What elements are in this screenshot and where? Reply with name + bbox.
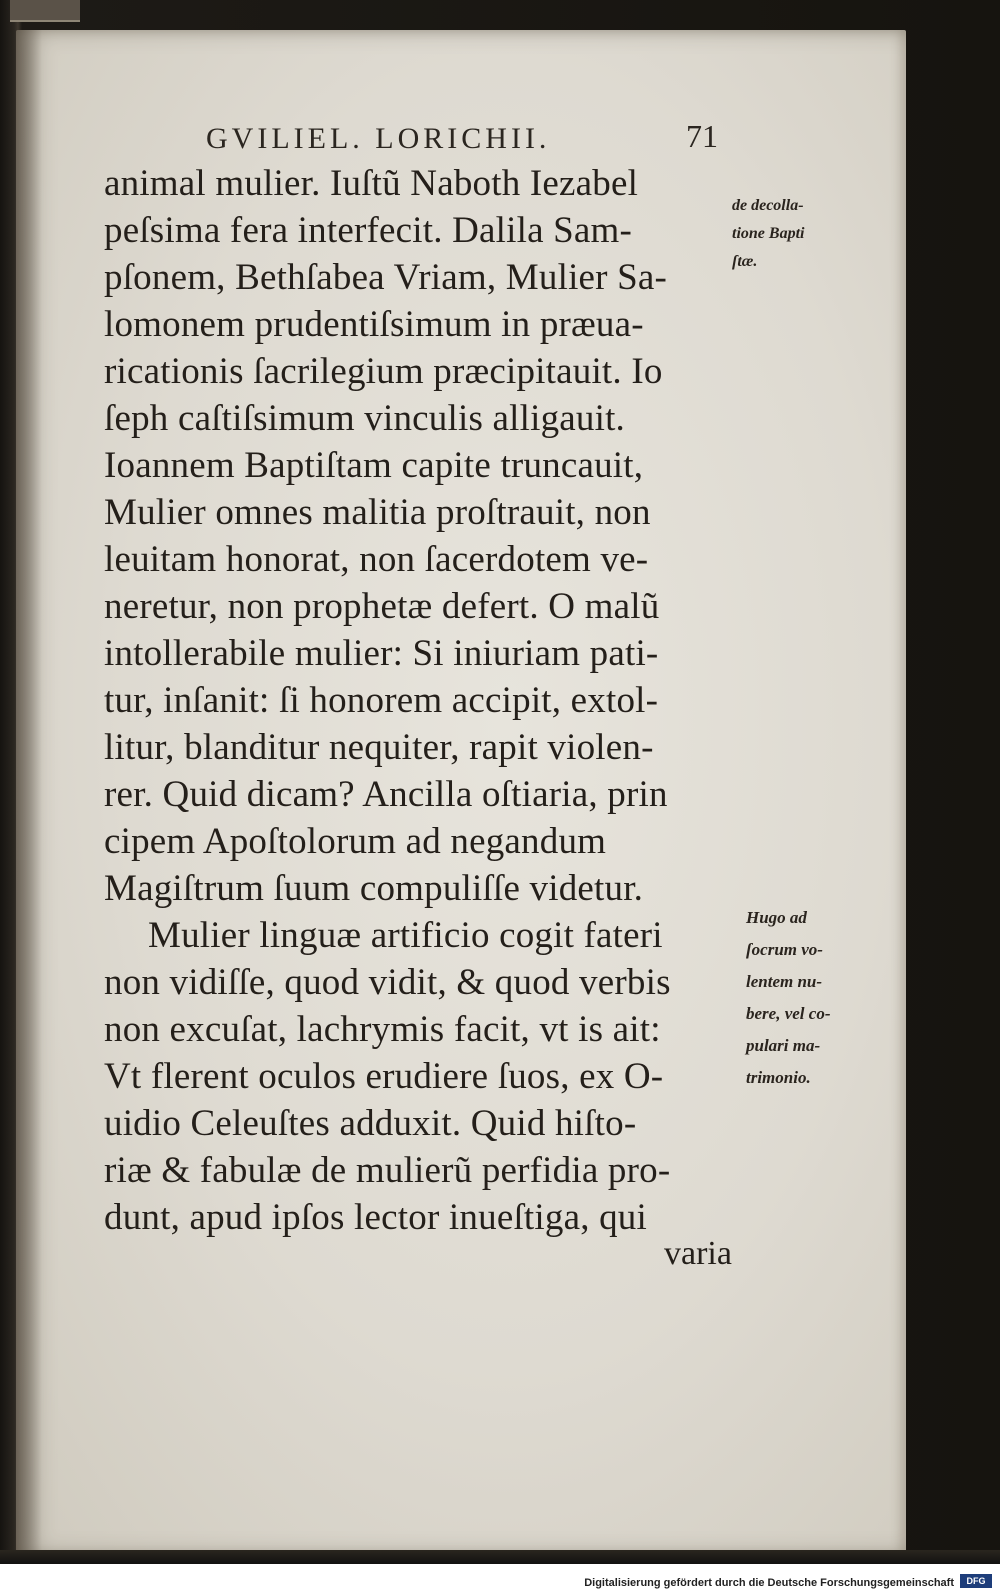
margin-note-line: tione Bapti bbox=[732, 225, 805, 242]
text-line: ſeph caſtiſsimum vinculis alligauit. bbox=[104, 398, 626, 439]
dfg-logo-icon: DFG bbox=[960, 1574, 992, 1588]
margin-note-line: ſtæ. bbox=[732, 253, 758, 270]
text-line: Vt flerent oculos erudiere ſuos, ex O- bbox=[104, 1056, 664, 1097]
text-line: intollerabile mulier: Si iniuriam pati- bbox=[104, 633, 659, 674]
text-line: peſsima fera interfecit. Dalila Sam- bbox=[104, 210, 633, 251]
text-line: lomonem prudentiſsimum in præua- bbox=[104, 304, 644, 345]
margin-note-line: lentem nu- bbox=[746, 972, 823, 991]
text-line: non vidiſſe, quod vidit, & quod verbis bbox=[104, 962, 671, 1003]
text-line: neretur, non prophetæ defert. O malũ bbox=[104, 586, 660, 627]
text-line: pſonem, Bethſabea Vriam, Mulier Sa- bbox=[104, 257, 668, 298]
text-line: dunt, apud ipſos lector inueſtiga, qui bbox=[104, 1197, 647, 1238]
text-line: riæ & fabulæ de mulierũ perfidia pro- bbox=[104, 1150, 671, 1191]
margin-note-line: trimonio. bbox=[746, 1068, 811, 1087]
text-line: ricationis ſacrilegium præcipitauit. Io bbox=[104, 351, 663, 392]
text-line: Ioannem Baptiſtam capite truncauit, bbox=[104, 445, 644, 486]
text-line: litur, blanditur nequiter, rapit violen- bbox=[104, 727, 654, 768]
margin-note-line: ſocrum vo- bbox=[746, 940, 823, 959]
text-line: Mulier omnes malitia proſtrauit, non bbox=[104, 492, 651, 533]
text-line: Mulier linguæ artificio cogit fateri bbox=[148, 915, 663, 956]
text-line: uidio Celeuſtes adduxit. Quid hiſto- bbox=[104, 1103, 637, 1144]
text-line: rer. Quid dicam? Ancilla oſtiaria, prin bbox=[104, 774, 668, 815]
footer-credit: Digitalisierung gefördert durch die Deutsche Forschungsgemeinschaft bbox=[584, 1577, 954, 1589]
running-head-title: GVILIEL. LORICHII. bbox=[206, 122, 551, 155]
text-line: leuitam honorat, non ſacerdotem ve- bbox=[104, 539, 649, 580]
margin-note-line: pulari ma- bbox=[746, 1036, 821, 1055]
margin-note-line: bere, vel co- bbox=[746, 1004, 831, 1023]
margin-note-line: de decolla- bbox=[732, 197, 804, 214]
text-line: animal mulier. Iuſtũ Naboth Iezabel bbox=[104, 163, 639, 204]
text-line: tur, inſanit: ſi honorem accipit, extol- bbox=[104, 680, 659, 721]
text-line: Magiſtrum ſuum compuliſſe videtur. bbox=[104, 868, 644, 909]
margin-note-decollation bbox=[732, 192, 804, 276]
footer-bar bbox=[0, 1564, 1000, 1594]
body-text bbox=[104, 160, 744, 1241]
margin-note-line: Hugo ad bbox=[746, 908, 807, 927]
margin-note-hugo bbox=[746, 902, 830, 1094]
text-line: cipem Apoſtolorum ad negandum bbox=[104, 821, 607, 862]
book-page bbox=[16, 30, 906, 1555]
binding-edge-bottom bbox=[0, 1550, 1000, 1564]
page-number: 71 bbox=[686, 118, 718, 154]
text-line: non excuſat, lachrymis facit, vt is ait: bbox=[104, 1009, 661, 1050]
binding-edge bbox=[10, 0, 80, 22]
catchword: varia bbox=[664, 1235, 732, 1272]
